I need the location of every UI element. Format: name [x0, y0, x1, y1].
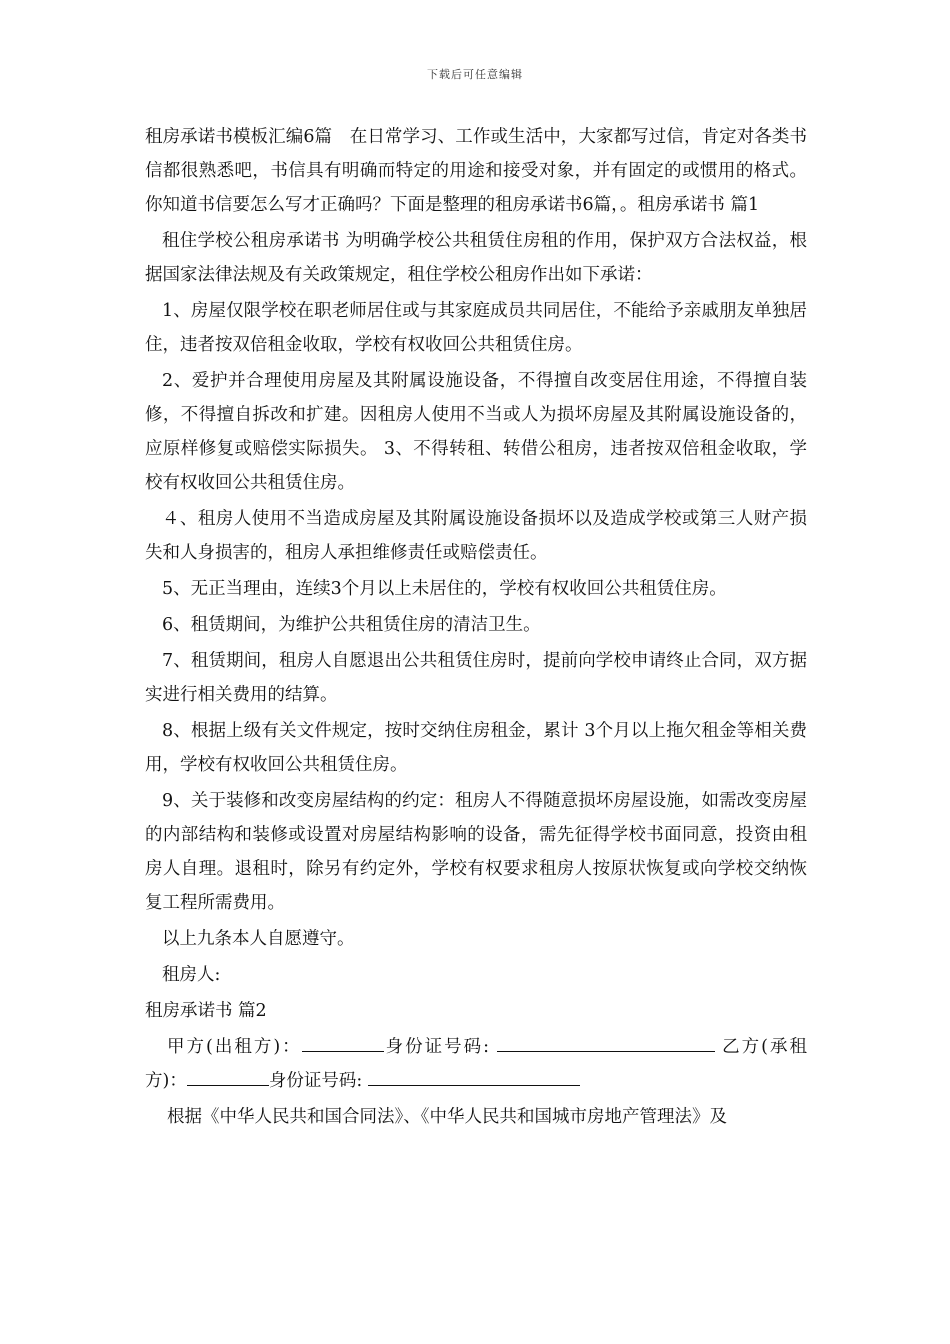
- clause-6: 6、租赁期间，为维护公共租赁住房的清洁卫生。: [162, 615, 541, 635]
- clause-1: 1、房屋仅限学校在职老师居住或与其家庭成员共同居住，不能给予亲戚朋友单独居住，违者按双倍租金收取，学校有权收回公共租赁住房。: [145, 301, 807, 355]
- clause-8: 8、根据上级有关文件规定，按时交纳住房租金，累计 3个月以上拖欠租金等相关费用，学校有权收回公共租赁住房。: [145, 721, 807, 775]
- party-b-label: 乙方(承租方)：: [145, 1037, 807, 1091]
- section-2-title: 租房承诺书 篇2: [145, 1001, 267, 1021]
- signer-label: 租房人:: [162, 965, 221, 985]
- party-a-name-blank: [302, 1033, 384, 1052]
- clause-7: 7、租赁期间，租房人自愿退出公共租赁住房时，提前向学校申请终止合同，双方据实进行相关费用的结算。: [145, 651, 807, 705]
- document-body: [145, 120, 807, 1136]
- clause-2-3: 2、爱护并合理使用房屋及其附属设施设备，不得擅自改变居住用途，不得擅自装修，不得擅自拆改和扩建。因租房人使用不当或人为损坏房屋及其附属设施设备的，应原样修复或赔偿实际损失。 3、不得转租、转借公租房，违者按双倍租金收取，学校有权收回公共租赁住房。: [145, 371, 807, 493]
- closing-statement: 以上九条本人自愿遵守。: [162, 929, 355, 949]
- party-a-id-blank: [497, 1033, 715, 1052]
- intro-paragraph: 租房承诺书模板汇编6篇 在日常学习、工作或生活中，大家都写过信，肯定对各类书信都很熟悉吧，书信具有明确而特定的用途和接受对象，并有固定的或惯用的格式。你知道书信要怎么写才正确吗？下面是整理的租房承诺书6篇，。租房承诺书 篇1: [145, 127, 807, 215]
- legal-basis-paragraph: 根据《中华人民共和国合同法》、《中华人民共和国城市房地产管理法》及: [167, 1107, 727, 1127]
- party-b-name-blank: [187, 1067, 269, 1086]
- party-b-id-blank: [368, 1067, 580, 1086]
- party-b-id-label: 身份证号码:: [268, 1071, 368, 1091]
- clause-9: 9、关于装修和改变房屋结构的约定：租房人不得随意损坏房屋设施，如需改变房屋的内部结构和装修或设置对房屋结构影响的设备，需先征得学校书面同意，投资由租房人自理。退租时，除另有约定外，学校有权要求租房人按原状恢复或向学校交纳恢复工程所需费用。: [145, 791, 807, 913]
- parties-line: [145, 1030, 807, 1098]
- clause-5: 5、无正当理由，连续3个月以上未居住的，学校有权收回公共租赁住房。: [162, 579, 727, 599]
- party-a-label: 甲方(出租方)：: [167, 1037, 302, 1057]
- page-header-note: 下载后可任意编辑: [427, 68, 523, 81]
- paragraph-commitment-intro: 租住学校公租房承诺书 为明确学校公共租赁住房租的作用，保护双方合法权益，根据国家法律法规及有关政策规定，租住学校公租房作出如下承诺：: [145, 231, 807, 285]
- party-a-id-label: 身份证号码:: [383, 1037, 497, 1057]
- clause-4: ４、租房人使用不当造成房屋及其附属设施设备损坏以及造成学校或第三人财产损失和人身损害的，租房人承担维修责任或赔偿责任。: [145, 509, 807, 563]
